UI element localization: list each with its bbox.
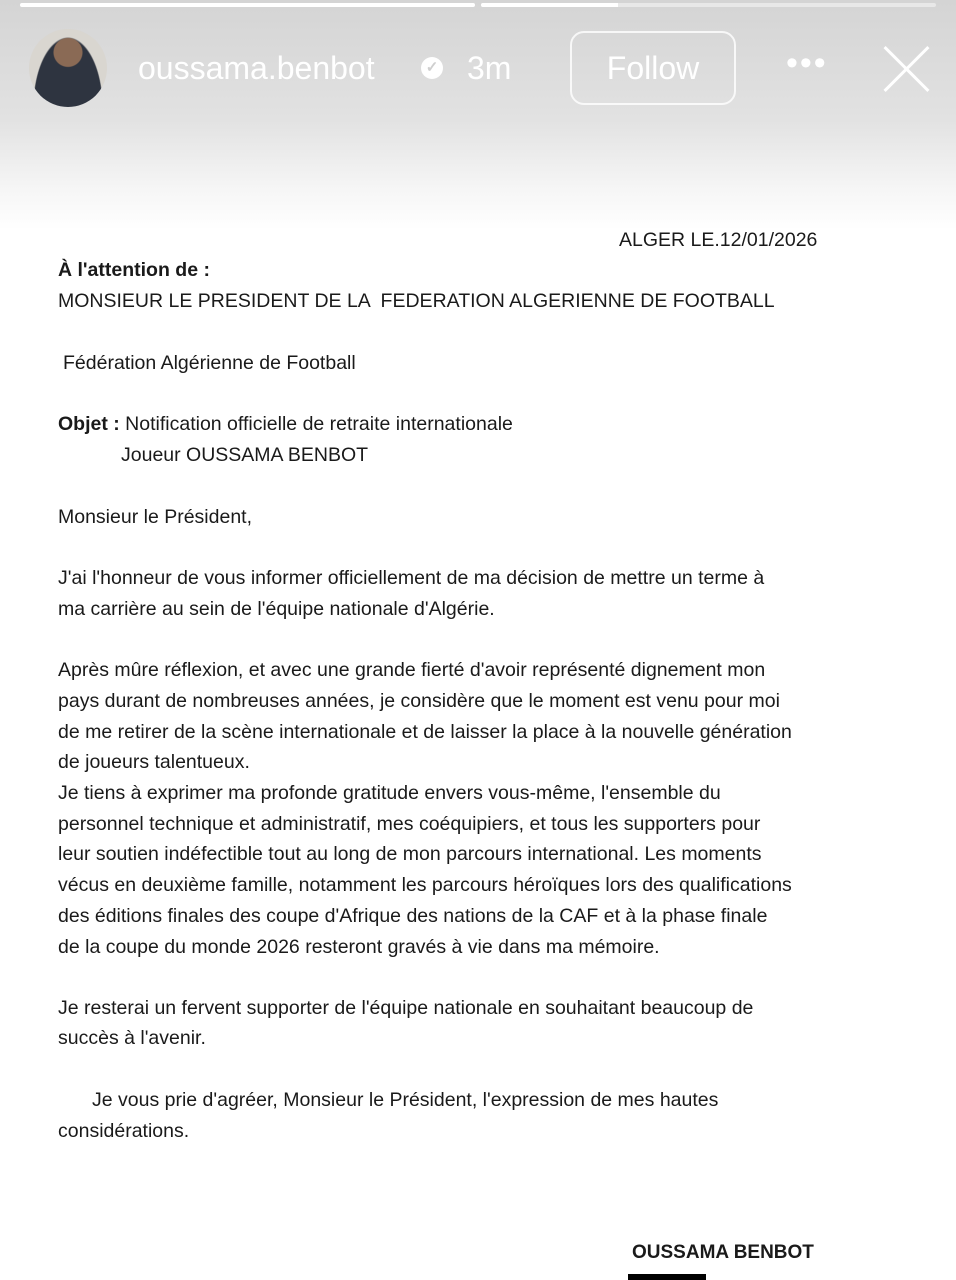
paragraph-line: pays durant de nombreuses années, je considère que le moment est venu pour moi bbox=[58, 690, 780, 712]
paragraph-line: J'ai l'honneur de vous informer officiellement de ma décision de mettre un terme à bbox=[58, 567, 765, 589]
paragraph-line: des éditions finales des coupe d'Afrique des nations de la CAF et à la phase finale bbox=[58, 905, 768, 927]
more-options-icon[interactable]: ••• bbox=[786, 44, 828, 82]
paragraph-line: personnel technique et administratif, mes coéquipiers, et tous les supporters pour bbox=[58, 813, 761, 835]
story-progress-2 bbox=[481, 3, 936, 7]
object-player: Joueur OUSSAMA BENBOT bbox=[121, 444, 369, 466]
paragraph-line: de joueurs talentueux. bbox=[58, 751, 250, 773]
paragraph-line: ma carrière au sein de l'équipe nationale d'Algérie. bbox=[58, 598, 495, 620]
story-progress-1 bbox=[20, 3, 475, 7]
object-line bbox=[58, 412, 513, 436]
paragraph-line: leur soutien indéfectible tout au long de mon parcours international. Les moments bbox=[58, 843, 762, 865]
salutation: Monsieur le Président, bbox=[58, 506, 253, 528]
paragraph-line: Je tiens à exprimer ma profonde gratitude envers vous-même, l'ensemble du bbox=[58, 782, 721, 804]
paragraph-line: vécus en deuxième famille, notamment les parcours héroïques lors des qualifications bbox=[58, 874, 792, 896]
object-label: Objet : bbox=[58, 413, 120, 435]
closing-line: considérations. bbox=[58, 1120, 190, 1142]
recipient: MONSIEUR LE PRESIDENT DE LA FEDERATION ALGERIENNE DE FOOTBALL bbox=[58, 290, 775, 312]
paragraph-line: Après mûre réflexion, et avec une grande fierté d'avoir représenté dignement mon bbox=[58, 659, 766, 681]
object-text: Notification officielle de retraite internationale bbox=[125, 413, 513, 435]
paragraph-line: de la coupe du monde 2026 resteront gravés à vie dans ma mémoire. bbox=[58, 936, 660, 958]
paragraph-line: Je resterai un fervent supporter de l'équipe nationale en souhaitant beaucoup de bbox=[58, 997, 754, 1019]
signature-rule bbox=[628, 1274, 706, 1280]
username[interactable]: oussama.benbot bbox=[138, 50, 375, 86]
attention-label: À l'attention de : bbox=[58, 259, 210, 281]
paragraph-line: succès à l'avenir. bbox=[58, 1027, 206, 1049]
avatar[interactable] bbox=[29, 29, 107, 107]
follow-button[interactable]: Follow bbox=[570, 31, 736, 105]
time-ago: 3m bbox=[467, 50, 512, 86]
verified-badge-icon: ✓ bbox=[421, 57, 443, 79]
paragraph-line: de me retirer de la scène internationale et de laisser la place à la nouvelle génération bbox=[58, 721, 792, 743]
close-icon[interactable] bbox=[880, 42, 934, 96]
organization: Fédération Algérienne de Football bbox=[63, 352, 356, 374]
closing-line: Je vous prie d'agréer, Monsieur le Président, l'expression de mes hautes bbox=[92, 1089, 719, 1111]
letter-date: ALGER LE.12/01/2026 bbox=[619, 229, 818, 251]
signature-name: OUSSAMA BENBOT bbox=[632, 1242, 814, 1263]
